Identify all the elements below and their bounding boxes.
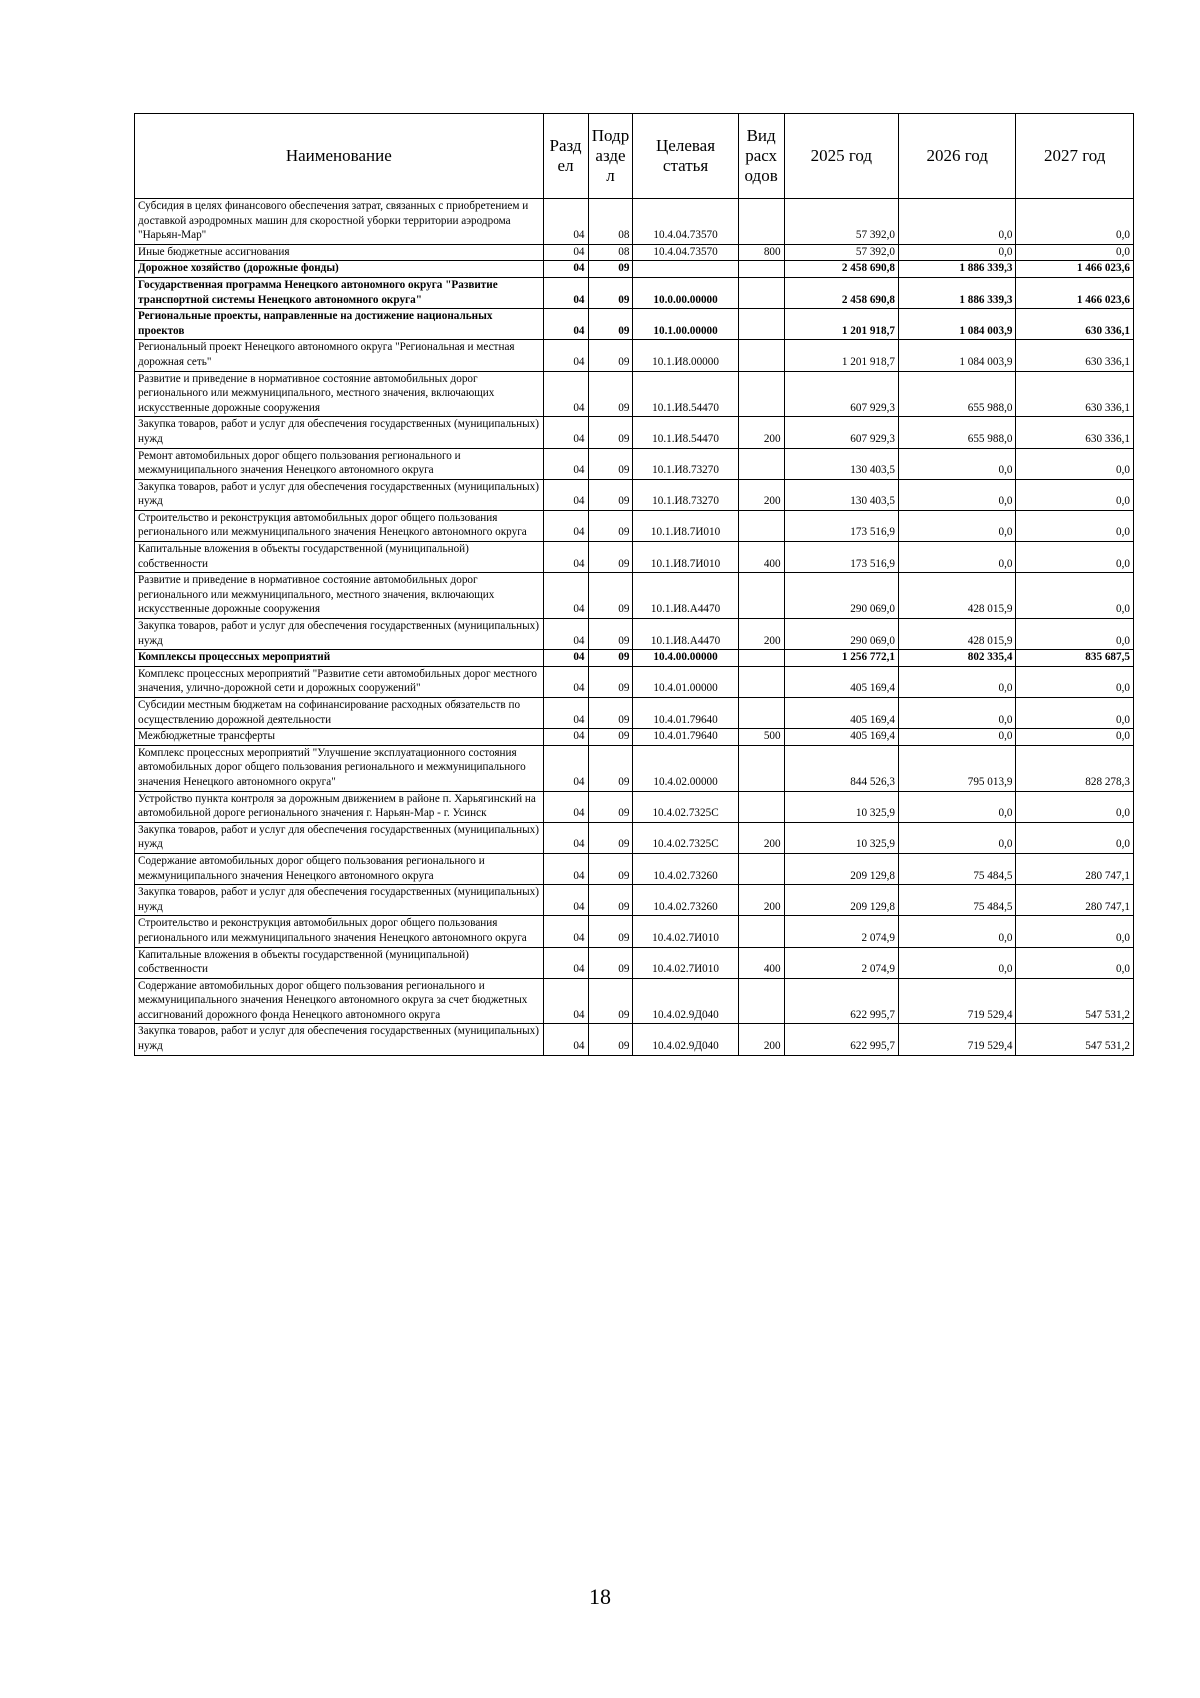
cell-year-2027: 630 336,1: [1016, 309, 1134, 340]
cell-section: 04: [543, 277, 588, 308]
cell-section: 04: [543, 479, 588, 510]
cell-name: Закупка товаров, работ и услуг для обеспечения государственных (муниципальных) нужд: [135, 822, 544, 853]
cell-subsection: 09: [588, 261, 633, 278]
cell-section: 04: [543, 791, 588, 822]
cell-year-2027: 0,0: [1016, 791, 1134, 822]
cell-name: Закупка товаров, работ и услуг для обеспечения государственных (муниципальных) нужд: [135, 479, 544, 510]
cell-name: Развитие и приведение в нормативное состояние автомобильных дорог регионального или межмуниципального, местного значения, включающих искусственные дорожные сооружения: [135, 573, 544, 619]
cell-expense-type: 800: [738, 244, 784, 261]
cell-year-2025: 1 201 918,7: [784, 309, 898, 340]
cell-target-article: 10.1.И8.7И010: [633, 542, 738, 573]
cell-expense-type: [738, 791, 784, 822]
table-row: [135, 822, 1134, 853]
cell-section: 04: [543, 916, 588, 947]
cell-section: 04: [543, 1024, 588, 1055]
cell-target-article: 10.4.02.9Д040: [633, 1024, 738, 1055]
cell-target-article: 10.4.01.79640: [633, 729, 738, 746]
cell-subsection: 09: [588, 277, 633, 308]
cell-year-2027: 0,0: [1016, 729, 1134, 746]
cell-year-2026: 75 484,5: [899, 853, 1016, 884]
cell-expense-type: 200: [738, 885, 784, 916]
cell-expense-type: 400: [738, 947, 784, 978]
cell-target-article: 10.4.02.7И010: [633, 916, 738, 947]
cell-year-2026: 1 886 339,3: [899, 277, 1016, 308]
cell-target-article: 10.1.И8.54470: [633, 371, 738, 417]
cell-year-2026: 428 015,9: [899, 573, 1016, 619]
cell-name: Региональный проект Ненецкого автономного округа "Региональная и местная дорожная сеть": [135, 340, 544, 371]
table-row: [135, 510, 1134, 541]
cell-expense-type: [738, 261, 784, 278]
cell-section: 04: [543, 199, 588, 245]
table-row: [135, 448, 1134, 479]
cell-year-2026: 0,0: [899, 791, 1016, 822]
cell-target-article: 10.4.02.7И010: [633, 947, 738, 978]
table-row: [135, 698, 1134, 729]
cell-section: 04: [543, 885, 588, 916]
cell-expense-type: [738, 510, 784, 541]
cell-subsection: 09: [588, 729, 633, 746]
cell-year-2026: 0,0: [899, 542, 1016, 573]
cell-expense-type: 200: [738, 417, 784, 448]
cell-expense-type: 200: [738, 619, 784, 650]
cell-section: 04: [543, 978, 588, 1024]
header-expense-type: Вид расх одов: [738, 114, 784, 199]
cell-section: 04: [543, 650, 588, 667]
table-row: [135, 745, 1134, 791]
header-year-2026: 2026 год: [899, 114, 1016, 199]
budget-table-container: [134, 113, 1134, 1056]
cell-year-2027: 0,0: [1016, 916, 1134, 947]
cell-section: 04: [543, 309, 588, 340]
cell-year-2027: 0,0: [1016, 822, 1134, 853]
cell-year-2026: 655 988,0: [899, 417, 1016, 448]
cell-expense-type: [738, 650, 784, 667]
cell-year-2026: 0,0: [899, 666, 1016, 697]
cell-year-2027: 0,0: [1016, 619, 1134, 650]
cell-subsection: 09: [588, 666, 633, 697]
cell-year-2027: 0,0: [1016, 573, 1134, 619]
cell-subsection: 09: [588, 417, 633, 448]
header-target-article: Целевая статья: [633, 114, 738, 199]
header-name: Наименование: [135, 114, 544, 199]
cell-subsection: 09: [588, 479, 633, 510]
cell-target-article: 10.4.01.79640: [633, 698, 738, 729]
cell-name: Региональные проекты, направленные на достижение национальных проектов: [135, 309, 544, 340]
cell-year-2025: 622 995,7: [784, 1024, 898, 1055]
cell-name: Иные бюджетные ассигнования: [135, 244, 544, 261]
header-section: Разд ел: [543, 114, 588, 199]
cell-year-2027: 0,0: [1016, 666, 1134, 697]
cell-expense-type: [738, 978, 784, 1024]
cell-subsection: 09: [588, 916, 633, 947]
cell-target-article: 10.0.00.00000: [633, 277, 738, 308]
cell-target-article: [633, 261, 738, 278]
table-row: [135, 261, 1134, 278]
cell-name: Комплекс процессных мероприятий "Улучшение эксплуатационного состояния автомобильных дорог общего пользования регионального и межмуниципального значения Ненецкого автономного округа": [135, 745, 544, 791]
cell-year-2026: 0,0: [899, 479, 1016, 510]
cell-year-2025: 10 325,9: [784, 791, 898, 822]
cell-subsection: 09: [588, 371, 633, 417]
table-row: [135, 619, 1134, 650]
cell-year-2025: 130 403,5: [784, 479, 898, 510]
cell-year-2025: 405 169,4: [784, 666, 898, 697]
table-row: [135, 885, 1134, 916]
cell-target-article: 10.4.02.73260: [633, 885, 738, 916]
cell-year-2027: 0,0: [1016, 244, 1134, 261]
header-year-2027: 2027 год: [1016, 114, 1134, 199]
cell-expense-type: 200: [738, 822, 784, 853]
cell-target-article: 10.4.02.7325С: [633, 791, 738, 822]
header-subsection: Подр азде л: [588, 114, 633, 199]
cell-year-2026: 0,0: [899, 822, 1016, 853]
cell-subsection: 08: [588, 244, 633, 261]
cell-name: Содержание автомобильных дорог общего пользования регионального и межмуниципального значения Ненецкого автономного округа за счет бюджетных ассигнований дорожного фонда Ненецкого автономного округа: [135, 978, 544, 1024]
cell-expense-type: [738, 340, 784, 371]
table-row: [135, 650, 1134, 667]
cell-name: Устройство пункта контроля за дорожным движением в районе п. Харьягинский на автомобильной дороге регионального значения г. Нарьян-Мар - г. Усинск: [135, 791, 544, 822]
cell-target-article: 10.1.00.00000: [633, 309, 738, 340]
cell-target-article: 10.4.02.7325С: [633, 822, 738, 853]
table-row: [135, 417, 1134, 448]
header-year-2025: 2025 год: [784, 114, 898, 199]
cell-year-2027: 547 531,2: [1016, 978, 1134, 1024]
cell-name: Комплекс процессных мероприятий "Развитие сети автомобильных дорог местного значения, улично-дорожной сети и дорожных сооружений": [135, 666, 544, 697]
cell-section: 04: [543, 340, 588, 371]
table-header-row: [135, 114, 1134, 199]
cell-expense-type: 200: [738, 479, 784, 510]
cell-year-2025: 173 516,9: [784, 542, 898, 573]
cell-target-article: 10.4.02.9Д040: [633, 978, 738, 1024]
cell-expense-type: [738, 745, 784, 791]
cell-year-2026: 1 084 003,9: [899, 309, 1016, 340]
cell-year-2025: 290 069,0: [784, 573, 898, 619]
cell-section: 04: [543, 666, 588, 697]
cell-subsection: 09: [588, 978, 633, 1024]
cell-name: Ремонт автомобильных дорог общего пользования регионального и межмуниципального значения Ненецкого автономного округа: [135, 448, 544, 479]
cell-section: 04: [543, 729, 588, 746]
cell-subsection: 09: [588, 822, 633, 853]
cell-subsection: 09: [588, 791, 633, 822]
cell-year-2027: 0,0: [1016, 542, 1134, 573]
table-row: [135, 479, 1134, 510]
cell-year-2025: 130 403,5: [784, 448, 898, 479]
cell-year-2027: 0,0: [1016, 448, 1134, 479]
cell-target-article: 10.4.01.00000: [633, 666, 738, 697]
cell-target-article: 10.1.И8.73270: [633, 479, 738, 510]
cell-subsection: 08: [588, 199, 633, 245]
cell-target-article: 10.1.И8.А4470: [633, 573, 738, 619]
cell-section: 04: [543, 542, 588, 573]
cell-year-2027: 630 336,1: [1016, 417, 1134, 448]
cell-section: 04: [543, 947, 588, 978]
cell-year-2025: 2 458 690,8: [784, 261, 898, 278]
cell-name: Дорожное хозяйство (дорожные фонды): [135, 261, 544, 278]
cell-subsection: 09: [588, 309, 633, 340]
cell-section: 04: [543, 244, 588, 261]
cell-section: 04: [543, 745, 588, 791]
cell-target-article: 10.4.04.73570: [633, 244, 738, 261]
table-row: [135, 978, 1134, 1024]
cell-year-2026: 1 886 339,3: [899, 261, 1016, 278]
cell-year-2027: 0,0: [1016, 947, 1134, 978]
cell-year-2027: 0,0: [1016, 479, 1134, 510]
cell-year-2025: 1 201 918,7: [784, 340, 898, 371]
cell-name: Содержание автомобильных дорог общего пользования регионального и межмуниципального значения Ненецкого автономного округа: [135, 853, 544, 884]
cell-year-2025: 173 516,9: [784, 510, 898, 541]
cell-year-2025: 622 995,7: [784, 978, 898, 1024]
cell-name: Государственная программа Ненецкого автономного округа "Развитие транспортной системы Ненецкого автономного округа": [135, 277, 544, 308]
table-row: [135, 916, 1134, 947]
cell-year-2026: 802 335,4: [899, 650, 1016, 667]
cell-expense-type: [738, 371, 784, 417]
cell-year-2026: 0,0: [899, 510, 1016, 541]
cell-year-2025: 405 169,4: [784, 729, 898, 746]
cell-year-2027: 828 278,3: [1016, 745, 1134, 791]
cell-name: Закупка товаров, работ и услуг для обеспечения государственных (муниципальных) нужд: [135, 619, 544, 650]
cell-section: 04: [543, 698, 588, 729]
cell-name: Развитие и приведение в нормативное состояние автомобильных дорог регионального или межмуниципального, местного значения, включающих искусственные дорожные сооружения: [135, 371, 544, 417]
table-row: [135, 542, 1134, 573]
cell-name: Капитальные вложения в объекты государственной (муниципальной) собственности: [135, 542, 544, 573]
cell-year-2027: 630 336,1: [1016, 371, 1134, 417]
cell-expense-type: 400: [738, 542, 784, 573]
cell-year-2026: 0,0: [899, 729, 1016, 746]
cell-year-2026: 0,0: [899, 947, 1016, 978]
cell-year-2026: 795 013,9: [899, 745, 1016, 791]
cell-expense-type: [738, 853, 784, 884]
table-row: [135, 666, 1134, 697]
cell-subsection: 09: [588, 510, 633, 541]
table-row: [135, 573, 1134, 619]
cell-year-2025: 290 069,0: [784, 619, 898, 650]
cell-subsection: 09: [588, 1024, 633, 1055]
cell-name: Комплексы процессных мероприятий: [135, 650, 544, 667]
table-row: [135, 244, 1134, 261]
table-row: [135, 277, 1134, 308]
table-row: [135, 371, 1134, 417]
cell-expense-type: [738, 199, 784, 245]
cell-name: Закупка товаров, работ и услуг для обеспечения государственных (муниципальных) нужд: [135, 885, 544, 916]
table-row: [135, 947, 1134, 978]
cell-target-article: 10.4.00.00000: [633, 650, 738, 667]
cell-name: Субсидия в целях финансового обеспечения затрат, связанных с приобретением и доставкой аэродромных машин для скоростной уборки территории аэродрома "Нарьян-Мар": [135, 199, 544, 245]
cell-section: 04: [543, 417, 588, 448]
cell-section: 04: [543, 822, 588, 853]
cell-expense-type: [738, 448, 784, 479]
cell-year-2025: 209 129,8: [784, 853, 898, 884]
cell-subsection: 09: [588, 853, 633, 884]
cell-subsection: 09: [588, 340, 633, 371]
cell-year-2025: 405 169,4: [784, 698, 898, 729]
cell-year-2027: 547 531,2: [1016, 1024, 1134, 1055]
cell-year-2027: 835 687,5: [1016, 650, 1134, 667]
cell-target-article: 10.1.И8.А4470: [633, 619, 738, 650]
budget-table: [134, 113, 1134, 1056]
cell-year-2026: 719 529,4: [899, 978, 1016, 1024]
table-row: [135, 340, 1134, 371]
cell-subsection: 09: [588, 885, 633, 916]
cell-subsection: 09: [588, 698, 633, 729]
cell-expense-type: [738, 916, 784, 947]
cell-name: Закупка товаров, работ и услуг для обеспечения государственных (муниципальных) нужд: [135, 417, 544, 448]
cell-year-2025: 607 929,3: [784, 417, 898, 448]
cell-year-2025: 10 325,9: [784, 822, 898, 853]
cell-year-2025: 209 129,8: [784, 885, 898, 916]
cell-year-2026: 0,0: [899, 199, 1016, 245]
cell-name: Строительство и реконструкция автомобильных дорог общего пользования регионального или межмуниципального значения Ненецкого автономного округа: [135, 916, 544, 947]
cell-year-2027: 0,0: [1016, 510, 1134, 541]
cell-target-article: 10.4.04.73570: [633, 199, 738, 245]
cell-target-article: 10.4.02.00000: [633, 745, 738, 791]
cell-year-2027: 630 336,1: [1016, 340, 1134, 371]
cell-name: Межбюджетные трансферты: [135, 729, 544, 746]
cell-year-2025: 2 458 690,8: [784, 277, 898, 308]
cell-expense-type: [738, 666, 784, 697]
table-row: [135, 1024, 1134, 1055]
cell-section: 04: [543, 510, 588, 541]
cell-year-2027: 280 747,1: [1016, 885, 1134, 916]
cell-year-2026: 75 484,5: [899, 885, 1016, 916]
cell-year-2026: 0,0: [899, 916, 1016, 947]
cell-year-2025: 607 929,3: [784, 371, 898, 417]
cell-subsection: 09: [588, 947, 633, 978]
cell-year-2025: 2 074,9: [784, 916, 898, 947]
cell-section: 04: [543, 853, 588, 884]
cell-expense-type: 200: [738, 1024, 784, 1055]
cell-expense-type: [738, 698, 784, 729]
cell-expense-type: [738, 309, 784, 340]
cell-section: 04: [543, 371, 588, 417]
cell-year-2026: 0,0: [899, 448, 1016, 479]
cell-year-2027: 280 747,1: [1016, 853, 1134, 884]
cell-section: 04: [543, 619, 588, 650]
cell-name: Капитальные вложения в объекты государственной (муниципальной) собственности: [135, 947, 544, 978]
cell-year-2025: 57 392,0: [784, 244, 898, 261]
cell-expense-type: [738, 277, 784, 308]
cell-subsection: 09: [588, 650, 633, 667]
cell-name: Строительство и реконструкция автомобильных дорог общего пользования регионального или межмуниципального значения Ненецкого автономного округа: [135, 510, 544, 541]
cell-year-2025: 1 256 772,1: [784, 650, 898, 667]
cell-name: Субсидии местным бюджетам на софинансирование расходных обязательств по осуществлению дорожной деятельности: [135, 698, 544, 729]
cell-target-article: 10.4.02.73260: [633, 853, 738, 884]
cell-year-2027: 0,0: [1016, 199, 1134, 245]
cell-target-article: 10.1.И8.00000: [633, 340, 738, 371]
cell-year-2026: 0,0: [899, 698, 1016, 729]
cell-section: 04: [543, 261, 588, 278]
cell-expense-type: 500: [738, 729, 784, 746]
cell-subsection: 09: [588, 745, 633, 791]
table-body: [135, 199, 1134, 1056]
cell-subsection: 09: [588, 542, 633, 573]
cell-year-2026: 1 084 003,9: [899, 340, 1016, 371]
table-row: [135, 729, 1134, 746]
cell-year-2027: 1 466 023,6: [1016, 277, 1134, 308]
cell-section: 04: [543, 448, 588, 479]
table-row: [135, 199, 1134, 245]
cell-year-2027: 1 466 023,6: [1016, 261, 1134, 278]
cell-section: 04: [543, 573, 588, 619]
cell-subsection: 09: [588, 619, 633, 650]
page-number: 18: [589, 1584, 611, 1609]
cell-year-2026: 655 988,0: [899, 371, 1016, 417]
cell-target-article: 10.1.И8.54470: [633, 417, 738, 448]
table-row: [135, 791, 1134, 822]
cell-year-2026: 719 529,4: [899, 1024, 1016, 1055]
cell-year-2026: 428 015,9: [899, 619, 1016, 650]
cell-name: Закупка товаров, работ и услуг для обеспечения государственных (муниципальных) нужд: [135, 1024, 544, 1055]
cell-year-2026: 0,0: [899, 244, 1016, 261]
table-row: [135, 853, 1134, 884]
cell-target-article: 10.1.И8.7И010: [633, 510, 738, 541]
cell-year-2025: 844 526,3: [784, 745, 898, 791]
cell-year-2027: 0,0: [1016, 698, 1134, 729]
cell-subsection: 09: [588, 448, 633, 479]
cell-year-2025: 57 392,0: [784, 199, 898, 245]
cell-year-2025: 2 074,9: [784, 947, 898, 978]
cell-expense-type: [738, 573, 784, 619]
cell-target-article: 10.1.И8.73270: [633, 448, 738, 479]
cell-subsection: 09: [588, 573, 633, 619]
table-row: [135, 309, 1134, 340]
